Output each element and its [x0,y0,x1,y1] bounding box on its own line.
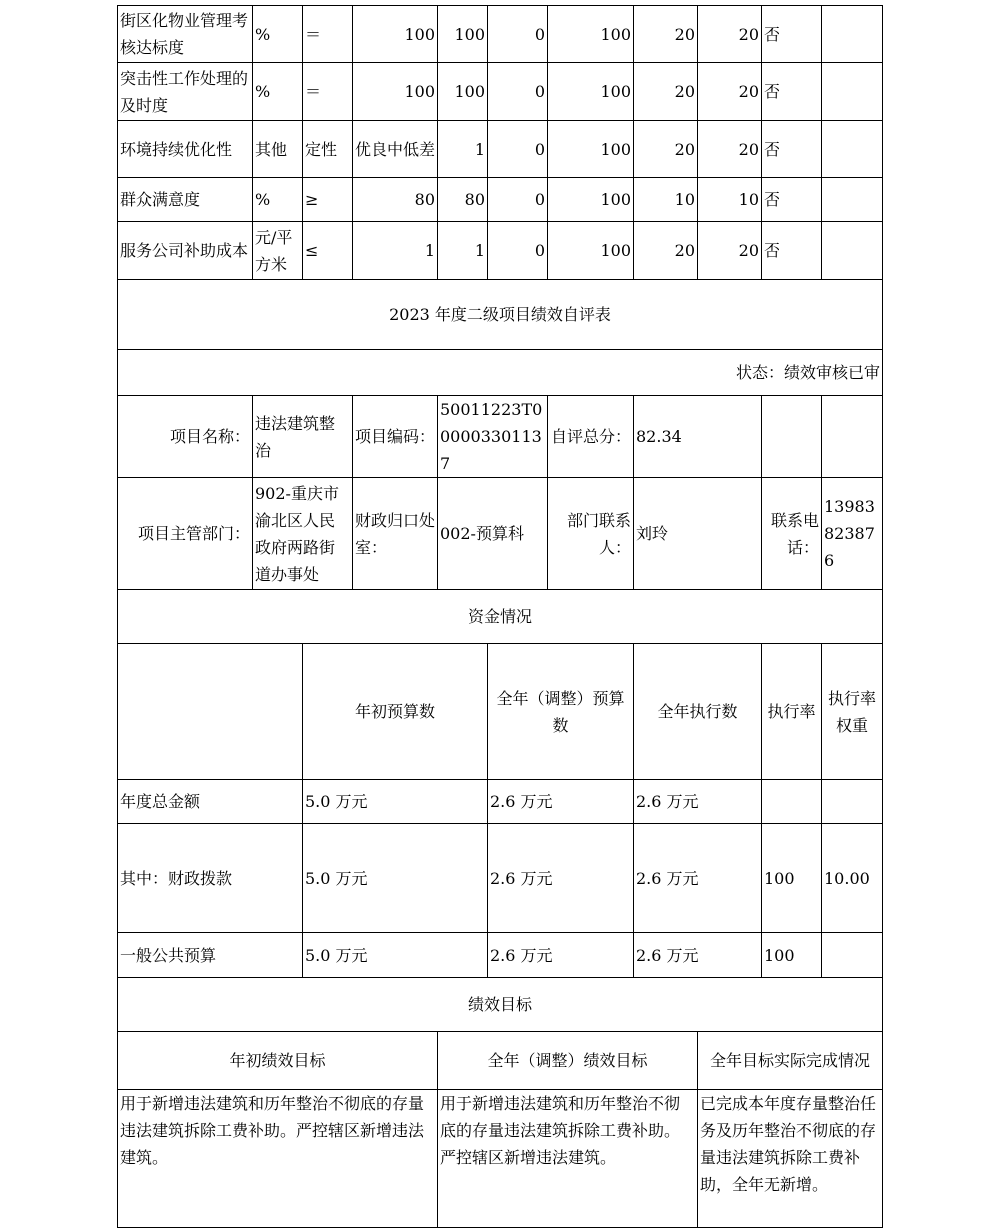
funds-header-rate: 执行率 [762,644,822,780]
indicator-unit: % [253,6,303,63]
table-row [118,824,883,933]
indicator-symbol: ＝ [303,6,353,63]
goals-section-title: 绩效目标 [118,978,883,1032]
table-row [118,478,883,590]
indicator-note [822,6,883,63]
indicator-symbol: ≤ [303,222,353,280]
funds-initial: 5.0 万元 [303,933,488,978]
table-row [118,121,883,178]
indicator-target: 优良中低差 [353,121,438,178]
goals-actual-text: 已完成本年度存量整治任务及历年整治不彻底的存量违法建筑拆除工费补助，全年无新增。 [698,1090,883,1228]
indicator-flag: 否 [762,178,822,222]
funds-adjusted: 2.6 万元 [488,933,634,978]
indicator-deviation: 0 [488,222,548,280]
funds-header-initial: 年初预算数 [303,644,488,780]
office-label: 财政归口处室： [353,478,438,590]
indicator-flag: 否 [762,121,822,178]
indicator-unit: % [253,63,303,121]
table-row [118,644,883,780]
table-row [118,222,883,280]
indicator-rate: 100 [548,222,634,280]
table-row [118,978,883,1032]
project-code-label: 项目编码： [353,396,438,478]
contact-label: 部门联系人： [548,478,634,590]
indicator-actual: 80 [438,178,488,222]
indicator-deviation: 0 [488,6,548,63]
indicator-unit: % [253,178,303,222]
indicator-symbol: ＝ [303,63,353,121]
indicator-rate: 100 [548,121,634,178]
indicator-target: 100 [353,6,438,63]
indicator-symbol: 定性 [303,121,353,178]
funds-header-weight: 执行率权重 [822,644,883,780]
project-name-value: 违法建筑整治 [253,396,353,478]
indicator-score: 20 [698,6,762,63]
funds-rate [762,780,822,824]
indicator-name: 环境持续优化性 [118,121,253,178]
status-text: 状态：绩效审核已审 [118,350,883,396]
indicator-name: 服务公司补助成本 [118,222,253,280]
goals-header-initial: 年初绩效目标 [118,1032,438,1090]
goals-initial-text: 用于新增违法建筑和历年整治不彻底的存量违法建筑拆除工费补助。严控辖区新增违法建筑。 [118,1090,438,1228]
indicator-score: 10 [698,178,762,222]
funds-section-title: 资金情况 [118,590,883,644]
indicator-score: 20 [698,222,762,280]
funds-initial: 5.0 万元 [303,824,488,933]
indicator-actual: 1 [438,121,488,178]
funds-weight [822,933,883,978]
indicator-deviation: 0 [488,63,548,121]
indicator-unit: 其他 [253,121,303,178]
funds-row-label: 一般公共预算 [118,933,303,978]
funds-header-blank [118,644,303,780]
funds-weight: 10.00 [822,824,883,933]
indicator-flag: 否 [762,222,822,280]
table-row [118,63,883,121]
performance-table [117,5,883,1228]
indicator-weight: 10 [634,178,698,222]
indicator-note [822,178,883,222]
indicator-weight: 20 [634,121,698,178]
funds-rate: 100 [762,824,822,933]
self-score-value: 82.34 [634,396,762,478]
indicator-unit: 元/平方米 [253,222,303,280]
table-row [118,933,883,978]
indicator-weight: 20 [634,222,698,280]
goals-header-actual: 全年目标实际完成情况 [698,1032,883,1090]
funds-executed: 2.6 万元 [634,933,762,978]
indicator-rate: 100 [548,63,634,121]
phone-value: 13983823876 [822,478,883,590]
indicator-flag: 否 [762,6,822,63]
indicator-actual: 1 [438,222,488,280]
table-row [118,1032,883,1090]
form-title: 2023 年度二级项目绩效自评表 [118,280,883,350]
indicator-deviation: 0 [488,121,548,178]
table-row [118,350,883,396]
table-row [118,590,883,644]
indicator-name: 群众满意度 [118,178,253,222]
indicator-flag: 否 [762,63,822,121]
indicator-actual: 100 [438,63,488,121]
indicator-rate: 100 [548,6,634,63]
table-row [118,780,883,824]
funds-rate: 100 [762,933,822,978]
indicator-rate: 100 [548,178,634,222]
indicator-target: 100 [353,63,438,121]
indicator-note [822,121,883,178]
funds-header-executed: 全年执行数 [634,644,762,780]
project-code-value: 50011223T000003301137 [438,396,548,478]
contact-value: 刘玲 [634,478,762,590]
indicator-note [822,63,883,121]
indicator-name: 突击性工作处理的及时度 [118,63,253,121]
table-row [118,178,883,222]
dept-label: 项目主管部门： [118,478,253,590]
indicator-score: 20 [698,63,762,121]
indicator-target: 80 [353,178,438,222]
table-row [118,6,883,63]
indicator-actual: 100 [438,6,488,63]
indicator-note [822,222,883,280]
funds-header-adjusted: 全年（调整）预算数 [488,644,634,780]
indicator-name: 街区化物业管理考核达标度 [118,6,253,63]
funds-initial: 5.0 万元 [303,780,488,824]
funds-adjusted: 2.6 万元 [488,780,634,824]
indicator-deviation: 0 [488,178,548,222]
phone-label: 联系电话： [762,478,822,590]
project-name-label: 项目名称： [118,396,253,478]
funds-row-label: 年度总金额 [118,780,303,824]
dept-value: 902-重庆市渝北区人民政府两路街道办事处 [253,478,353,590]
indicator-target: 1 [353,222,438,280]
table-row [118,1090,883,1228]
self-score-label: 自评总分： [548,396,634,478]
performance-form [117,5,882,1228]
goals-header-adjusted: 全年（调整）绩效目标 [438,1032,698,1090]
table-row [118,280,883,350]
indicator-symbol: ≥ [303,178,353,222]
empty-cell [762,396,822,478]
indicator-weight: 20 [634,6,698,63]
table-row [118,396,883,478]
funds-weight [822,780,883,824]
funds-adjusted: 2.6 万元 [488,824,634,933]
funds-executed: 2.6 万元 [634,824,762,933]
indicator-weight: 20 [634,63,698,121]
empty-cell [822,396,883,478]
funds-executed: 2.6 万元 [634,780,762,824]
office-value: 002-预算科 [438,478,548,590]
funds-row-label: 其中：财政拨款 [118,824,303,933]
indicator-score: 20 [698,121,762,178]
goals-adjusted-text: 用于新增违法建筑和历年整治不彻底的存量违法建筑拆除工费补助。严控辖区新增违法建筑。 [438,1090,698,1228]
